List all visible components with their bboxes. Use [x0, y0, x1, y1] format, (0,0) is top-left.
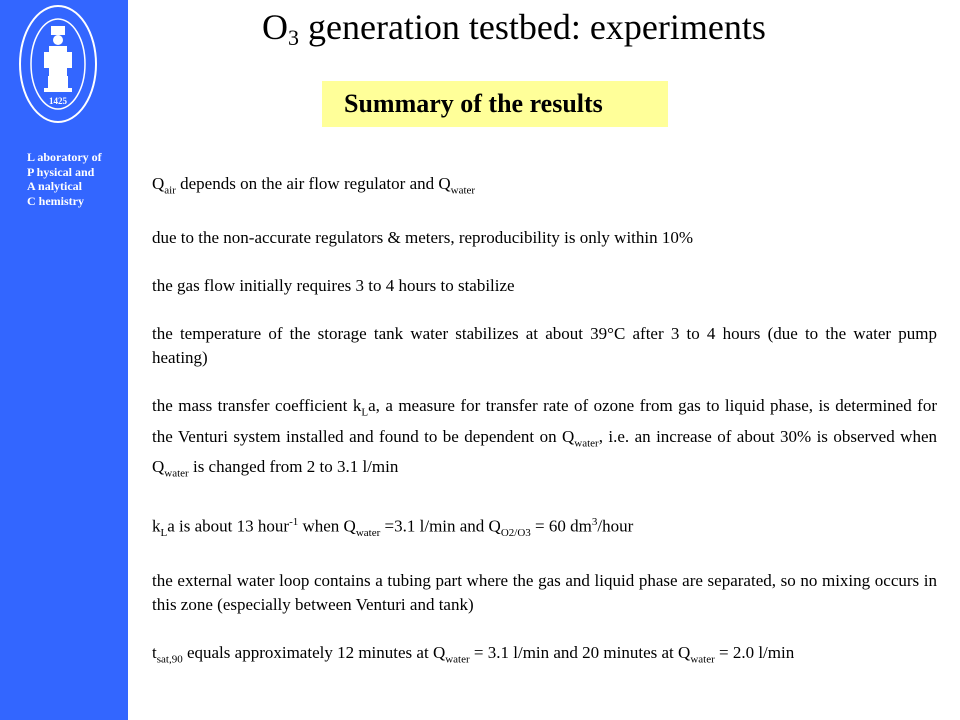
results-list [152, 172, 937, 695]
page-title: $O_3$ generation testbed: experiments [262, 7, 766, 50]
lab-line-3: A nalytical [27, 179, 83, 193]
result-gas-flow: the gas flow initially requires 3 to 4 hours to stabilize [152, 276, 515, 296]
result-temperature: the temperature of the storage tank water stabilizes at about 39°C after 3 to 4 hours (due to the water pump heating) [152, 324, 937, 368]
lab-line-4: C hemistry [27, 193, 84, 208]
result-kla-value: $k_La$ is about 13 hour$^{-1}$ when $Q_{water} =3.1$ l/min and $Q_{O2/O3} = 60$ $dm^3$/hour [152, 515, 634, 539]
result-qair: $Q_{air}$ depends on the air flow regulator and $Q_{water}$ [152, 174, 476, 197]
summary-banner: Summary of the results [322, 81, 668, 127]
result-mass-transfer: the mass transfer coefficient $k_La$, a measure for transfer rate of ozone from gas to liquid phase, is determined for the Venturi system installed and found to be dependent on $Q_{water}$, i.e. an increase of about 30% is observed when $Q_{water}$ is changed from 2 to 3.1 l/min [152, 396, 937, 480]
lab-line-1: L aboratory of [27, 150, 102, 164]
result-tsat: $t_{sat,90}$ equals approximately 12 minutes at $Q_{water} = 3.1$ l/min and 20 minutes at $Q_{water} = 2.0$ l/min [152, 642, 795, 665]
university-seal-icon [14, 0, 102, 130]
result-reproducibility: due to the non-accurate regulators & meters, reproducibility is only within 10% [152, 228, 694, 248]
seal-year: 1425 [49, 96, 67, 106]
laboratory-name [27, 150, 102, 208]
sidebar [0, 0, 128, 720]
result-water-loop: the external water loop contains a tubing part where the gas and liquid phase are separated, so no mixing occurs in this zone (especially between Venturi and tank) [152, 570, 937, 614]
lab-line-2: P hysical and [27, 164, 95, 179]
